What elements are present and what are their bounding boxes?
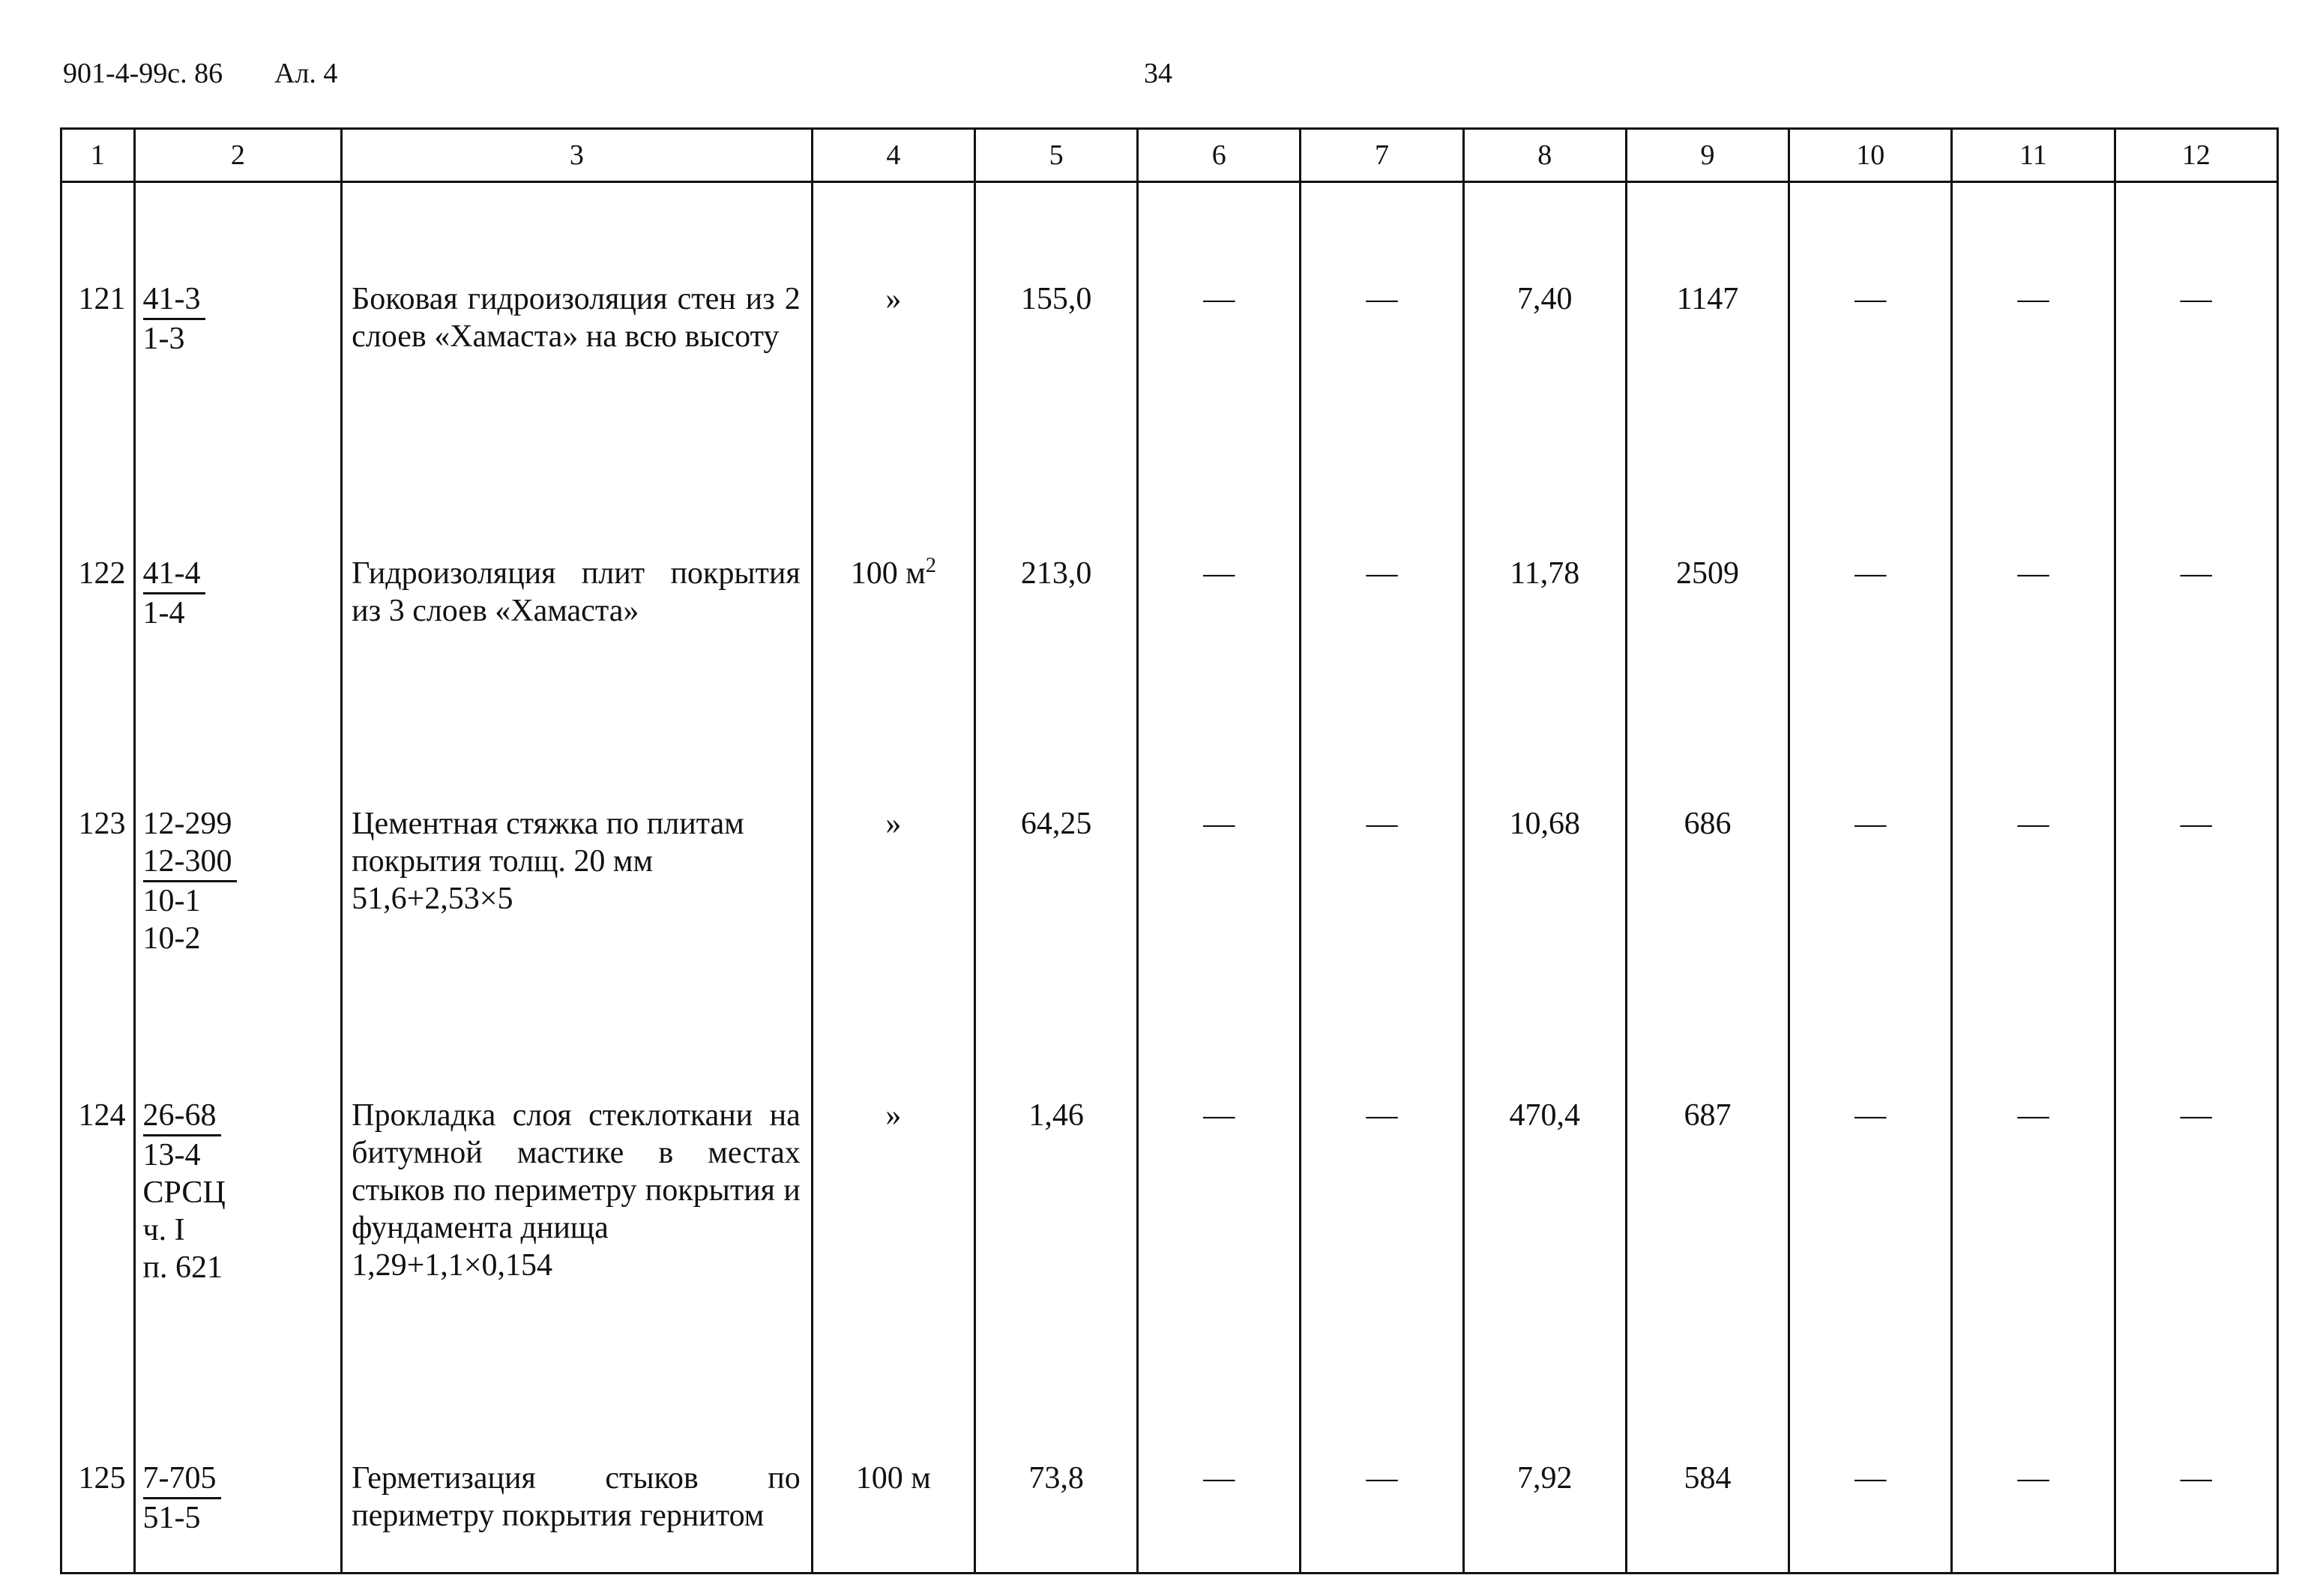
value-cell: — <box>1952 723 2115 1016</box>
rate-reference <box>134 1016 342 1385</box>
value-cell: — <box>1138 1016 1301 1385</box>
description-line: Цементная стяжка по плитам <box>352 807 744 842</box>
work-description: Боковая гидроизоляция стен из 2 слоев «Хамаста» на всю высоту <box>342 182 813 475</box>
reference-numerator: 26-68 <box>143 1097 221 1136</box>
quantity-cell: 73,8 <box>974 1385 1137 1573</box>
reference-part: ч. I <box>142 1212 185 1247</box>
rate-reference <box>134 474 342 723</box>
table-row <box>61 182 2278 475</box>
value-cell: — <box>1301 182 1463 475</box>
estimate-table <box>60 127 2279 1574</box>
row-number: 123 <box>61 723 135 1016</box>
row-number: 124 <box>61 1016 135 1385</box>
row-number: 121 <box>61 182 135 475</box>
unit-cell <box>812 1016 974 1385</box>
column-number-row <box>61 129 2278 182</box>
value-cell: — <box>1301 1385 1463 1573</box>
unit-price-cell: 7,40 <box>1463 182 1626 475</box>
value-cell: — <box>1301 1016 1463 1385</box>
work-description: Гидроизоляция плит покрытия из 3 слоев «Хамаста» <box>342 474 813 723</box>
reference-numerator: 41-3 <box>143 280 205 320</box>
col-header: 5 <box>974 129 1137 182</box>
value-cell: — <box>2115 474 2277 723</box>
value-cell: — <box>1138 1385 1301 1573</box>
quantity-cell: 64,25 <box>974 723 1137 1016</box>
reference-denominator: 51-5 <box>142 1501 201 1536</box>
reference-numerator: 7-705 <box>143 1460 221 1499</box>
unit-text: » <box>885 282 902 316</box>
unit-cell <box>812 723 974 1016</box>
col-header: 9 <box>1626 129 1789 182</box>
col-header: 1 <box>61 129 135 182</box>
unit-cell <box>812 474 974 723</box>
table-row <box>61 474 2278 723</box>
table-row <box>61 723 2278 1016</box>
value-cell: — <box>2115 1016 2277 1385</box>
reference-source: СРСЦ <box>142 1175 226 1210</box>
value-cell: — <box>1138 474 1301 723</box>
value-cell: — <box>1952 1016 2115 1385</box>
value-cell: — <box>1789 1385 1952 1573</box>
reference-line: 12-299 <box>142 807 232 842</box>
work-description: Герметизация стыков по периметру покрытия гернитом <box>342 1385 813 1573</box>
col-header: 7 <box>1301 129 1463 182</box>
unit-price-cell: 11,78 <box>1463 474 1626 723</box>
col-header: 6 <box>1138 129 1301 182</box>
value-cell: — <box>1301 723 1463 1016</box>
table-row <box>61 1385 2278 1573</box>
col-header: 3 <box>342 129 813 182</box>
col-header: 10 <box>1789 129 1952 182</box>
value-cell: — <box>2115 182 2277 475</box>
unit-price-cell: 470,4 <box>1463 1016 1626 1385</box>
value-cell: — <box>1789 1016 1952 1385</box>
quantity-cell: 155,0 <box>974 182 1137 475</box>
col-header: 2 <box>134 129 342 182</box>
quantity-cell: 213,0 <box>974 474 1137 723</box>
unit-superscript: 2 <box>925 554 936 578</box>
value-cell: — <box>1952 182 2115 475</box>
reference-denominator: 10-1 <box>142 884 201 919</box>
table-row <box>61 1016 2278 1385</box>
rate-reference <box>134 182 342 475</box>
reference-denominator: 1-4 <box>142 596 185 631</box>
rate-reference <box>134 723 342 1016</box>
description-line: покрытия толщ. 20 мм <box>352 844 654 879</box>
rate-reference <box>134 1385 342 1573</box>
col-header: 4 <box>812 129 974 182</box>
unit-price-cell: 10,68 <box>1463 723 1626 1016</box>
row-number: 122 <box>61 474 135 723</box>
total-cell: 2509 <box>1626 474 1789 723</box>
total-cell: 584 <box>1626 1385 1789 1573</box>
value-cell: — <box>1789 182 1952 475</box>
total-cell: 687 <box>1626 1016 1789 1385</box>
value-cell: — <box>1789 723 1952 1016</box>
reference-item: п. 621 <box>142 1250 223 1285</box>
unit-text: » <box>885 1097 902 1133</box>
reference-denominator: 13-4 <box>142 1137 201 1172</box>
value-cell: — <box>2115 723 2277 1016</box>
total-cell: 1147 <box>1626 182 1789 475</box>
document-code: 901-4-99с. 86 <box>63 58 223 89</box>
value-cell: — <box>1952 1385 2115 1573</box>
value-cell: — <box>2115 1385 2277 1573</box>
work-description <box>342 723 813 1016</box>
quantity-cell: 1,46 <box>974 1016 1137 1385</box>
row-number: 125 <box>61 1385 135 1573</box>
unit-cell <box>812 1385 974 1573</box>
col-header: 11 <box>1952 129 2115 182</box>
value-cell: — <box>1789 474 1952 723</box>
work-description <box>342 1016 813 1385</box>
unit-price-cell: 7,92 <box>1463 1385 1626 1573</box>
value-cell: — <box>1138 182 1301 475</box>
reference-denominator: 1-3 <box>142 322 185 356</box>
total-cell: 686 <box>1626 723 1789 1016</box>
unit-text: » <box>885 807 902 842</box>
value-cell: — <box>1952 474 2115 723</box>
col-header: 8 <box>1463 129 1626 182</box>
sheet-label: Ал. 4 <box>274 58 338 89</box>
description-formula: 51,6+2,53×5 <box>352 882 513 917</box>
value-cell: — <box>1301 474 1463 723</box>
description-formula: 1,29+1,1×0,154 <box>352 1247 552 1283</box>
reference-denominator: 10-2 <box>142 921 201 957</box>
value-cell: — <box>1138 723 1301 1016</box>
reference-numerator: 12-300 <box>143 843 237 882</box>
reference-numerator: 41-4 <box>143 555 205 594</box>
unit-text: 100 м <box>855 1461 931 1496</box>
description-text: Прокладка слоя стеклоткани на битумной мастике в местах стыков по периметру покрытия и фундамента днища <box>352 1097 801 1245</box>
unit-text: 100 м <box>850 556 926 591</box>
col-header: 12 <box>2115 129 2277 182</box>
unit-cell <box>812 182 974 475</box>
page-number: 34 <box>1144 58 1172 89</box>
